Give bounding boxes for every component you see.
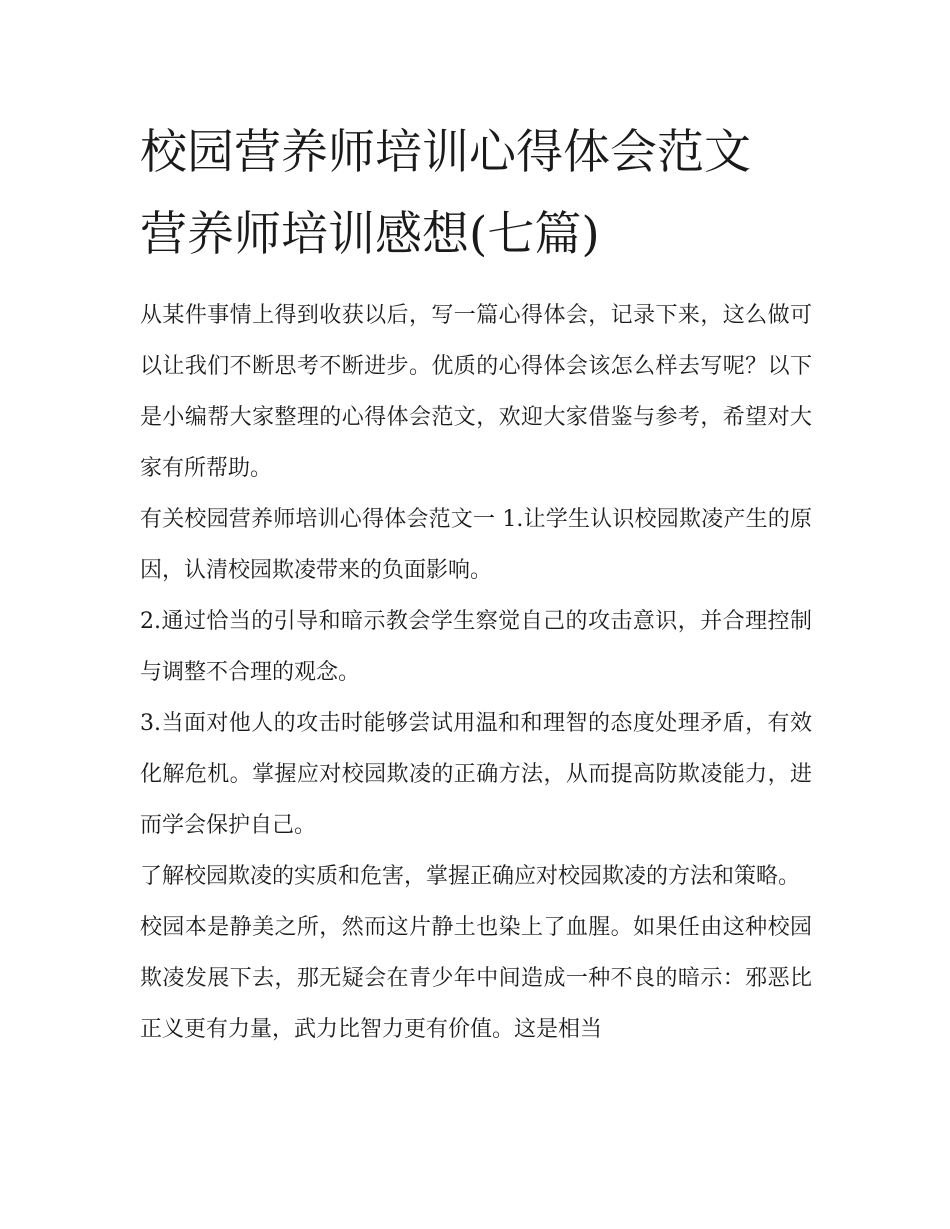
title-line-2: 营养师培训感想(七篇) — [140, 207, 600, 262]
paragraph-4: 了解校园欺凌的实质和危害，掌握正确应对校园欺凌的方法和策略。 — [140, 864, 801, 889]
paragraph-intro: 从某件事情上得到收获以后，写一篇心得体会，记录下来，这么做可以让我们不断思考不断进步。优质的心得体会该怎么样去写呢？以下是小编帮大家整理的心得体会范文，欢迎大家借鉴与参考，希望对大家有所帮助。 — [140, 303, 812, 481]
document-title — [140, 112, 812, 276]
title-line-1: 校园营养师培训心得体会范文 — [140, 125, 751, 180]
paragraph-2: 2.通过恰当的引导和暗示教会学生察觉自己的攻击意识，并合理控制与调整不合理的观念。 — [140, 609, 812, 685]
paragraph-5: 校园本是静美之所，然而这片静土也染上了血腥。如果任由这种校园欺凌发展下去，那无疑会在青少年中间造成一种不良的暗示：邪恶比正义更有力量，武力比智力更有价值。这是相当 — [140, 915, 812, 1042]
paragraph-3: 3.当面对他人的攻击时能够尝试用温和和理智的态度处理矛盾，有效化解危机。掌握应对校园欺凌的正确方法，从而提高防欺凌能力，进而学会保护自己。 — [140, 711, 812, 838]
document-page — [140, 112, 812, 1055]
paragraph-1: 有关校园营养师培训心得体会范文一 1.让学生认识校园欺凌产生的原因，认清校园欺凌带来的负面影响。 — [140, 507, 812, 583]
